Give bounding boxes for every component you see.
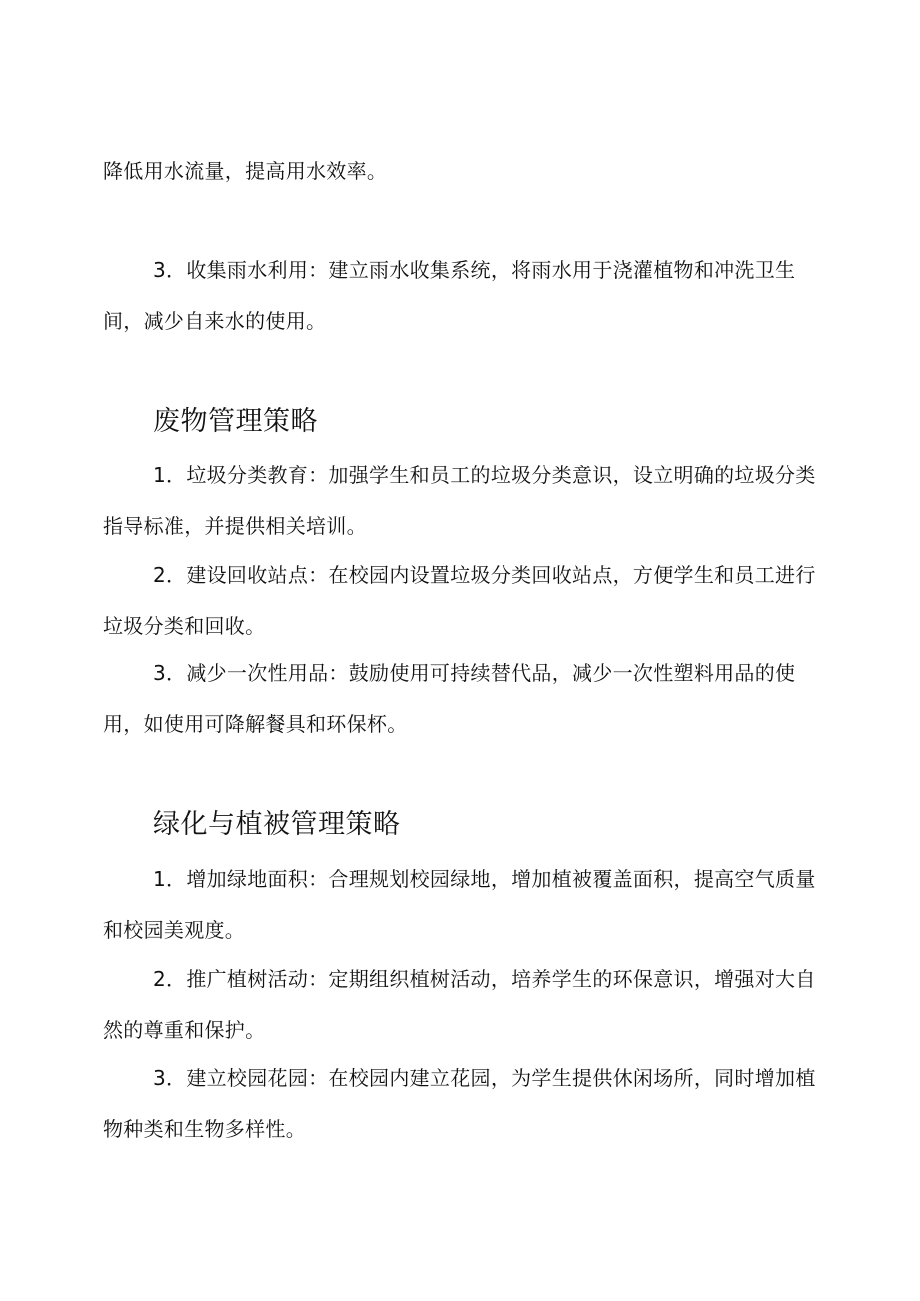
greening-item-2: 2．推广植树活动：定期组织植树活动，培养学生的环保意识，增强对大自然的尊重和保护。	[103, 967, 816, 1042]
waste-item-3: 3．减少一次性用品：鼓励使用可持续替代品，减少一次性塑料用品的使用，如使用可降解餐具和环保杯。	[103, 661, 796, 736]
water-item-3: 3．收集雨水利用：建立雨水收集系统，将雨水用于浇灌植物和冲洗卫生间，减少自来水的使用。	[103, 258, 796, 333]
water-tail-paragraph: 降低用水流量，提高用水效率。	[103, 159, 388, 183]
waste-heading: 废物管理策略	[153, 406, 318, 437]
greening-item-3: 3．建立校园花园：在校园内建立花园，为学生提供休闲场所，同时增加植物种类和生物多样性。	[103, 1066, 816, 1141]
greening-heading: 绿化与植被管理策略	[153, 809, 401, 840]
waste-item-1: 1．垃圾分类教育：加强学生和员工的垃圾分类意识，设立明确的垃圾分类指导标准，并提供相关培训。	[103, 463, 816, 538]
greening-item-1: 1．增加绿地面积：合理规划校园绿地，增加植被覆盖面积，提高空气质量和校园美观度。	[103, 867, 816, 942]
waste-item-2: 2．建设回收站点：在校园内设置垃圾分类回收站点，方便学生和员工进行垃圾分类和回收。	[103, 563, 816, 638]
